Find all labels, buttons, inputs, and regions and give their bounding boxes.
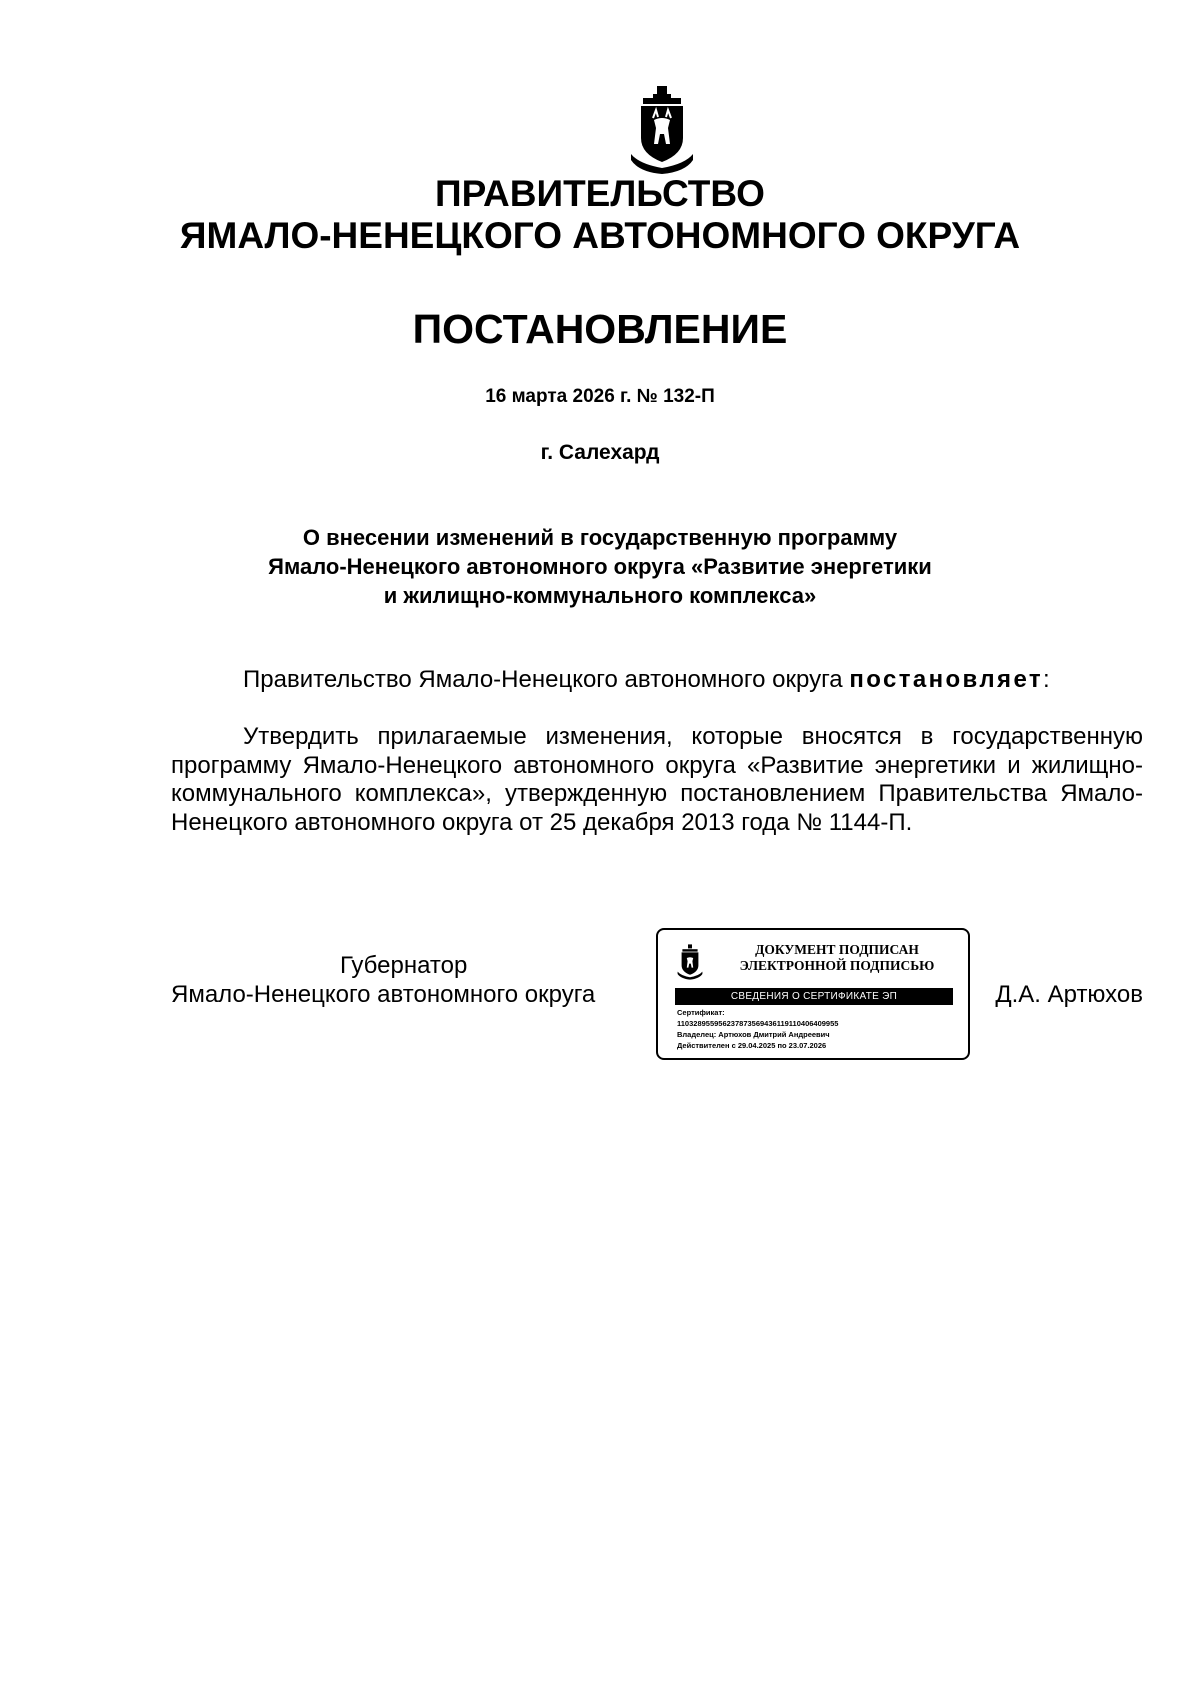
government-title-line1: ПРАВИТЕЛЬСТВО — [435, 173, 765, 214]
stamp-certificate-number: 110328955956237873569436119110406409955 — [677, 1019, 839, 1028]
subject-line: Ямало-Ненецкого автономного округа «Развитие энергетики — [268, 554, 932, 579]
preamble-keyword: постановляет — [849, 666, 1044, 693]
document-city: г. Салехард — [540, 441, 660, 464]
government-title-line2: ЯМАЛО-НЕНЕЦКОГО АВТОНОМНОГО ОКРУГА — [179, 215, 1021, 256]
stamp-title-line1: ДОКУМЕНТ ПОДПИСАН — [755, 942, 919, 957]
body-paragraph: Утвердить прилагаемые изменения, которые вносятся в государственную программу Ямало-Ненецкого автономного округа «Развитие энергетики и жилищно-коммунального комплекса», утвержденную постановлением Правительства Ямало-Ненецкого автономного округа от 25 декабря 2013 года № 1144-П. — [171, 723, 1143, 836]
signatory-name: Д.А. Артюхов — [995, 981, 1143, 1008]
stamp-certificate-bar: СВЕДЕНИЯ О СЕРТИФИКАТЕ ЭП — [675, 988, 953, 1005]
subject-line: и жилищно-коммунального комплекса» — [383, 583, 817, 608]
document-date-number: 16 марта 2026 г. № 132-П — [485, 386, 715, 407]
preamble-text: Правительство Ямало-Ненецкого автономного округа — [243, 666, 850, 693]
preamble-paragraph — [171, 666, 1143, 695]
subject-line: О внесении изменений в государственную программу — [302, 525, 898, 550]
preamble-end: : — [1043, 666, 1050, 693]
electronic-signature-stamp — [656, 928, 970, 1060]
stamp-title-line2: ЭЛЕКТРОННОЙ ПОДПИСЬЮ — [739, 958, 935, 973]
stamp-validity: Действителен с 29.04.2025 по 23.07.2026 — [677, 1041, 827, 1050]
stamp-certificate-label: Сертификат: — [677, 1008, 725, 1017]
signatory-organization: Ямало-Ненецкого автономного округа — [171, 981, 596, 1008]
signatory-title: Губернатор — [340, 952, 468, 979]
document-type: ПОСТАНОВЛЕНИЕ — [412, 306, 788, 352]
stamp-owner: Владелец: Артюхов Дмитрий Андреевич — [677, 1030, 830, 1039]
coat-of-arms-icon — [627, 84, 697, 176]
stamp-emblem-icon — [676, 942, 704, 982]
